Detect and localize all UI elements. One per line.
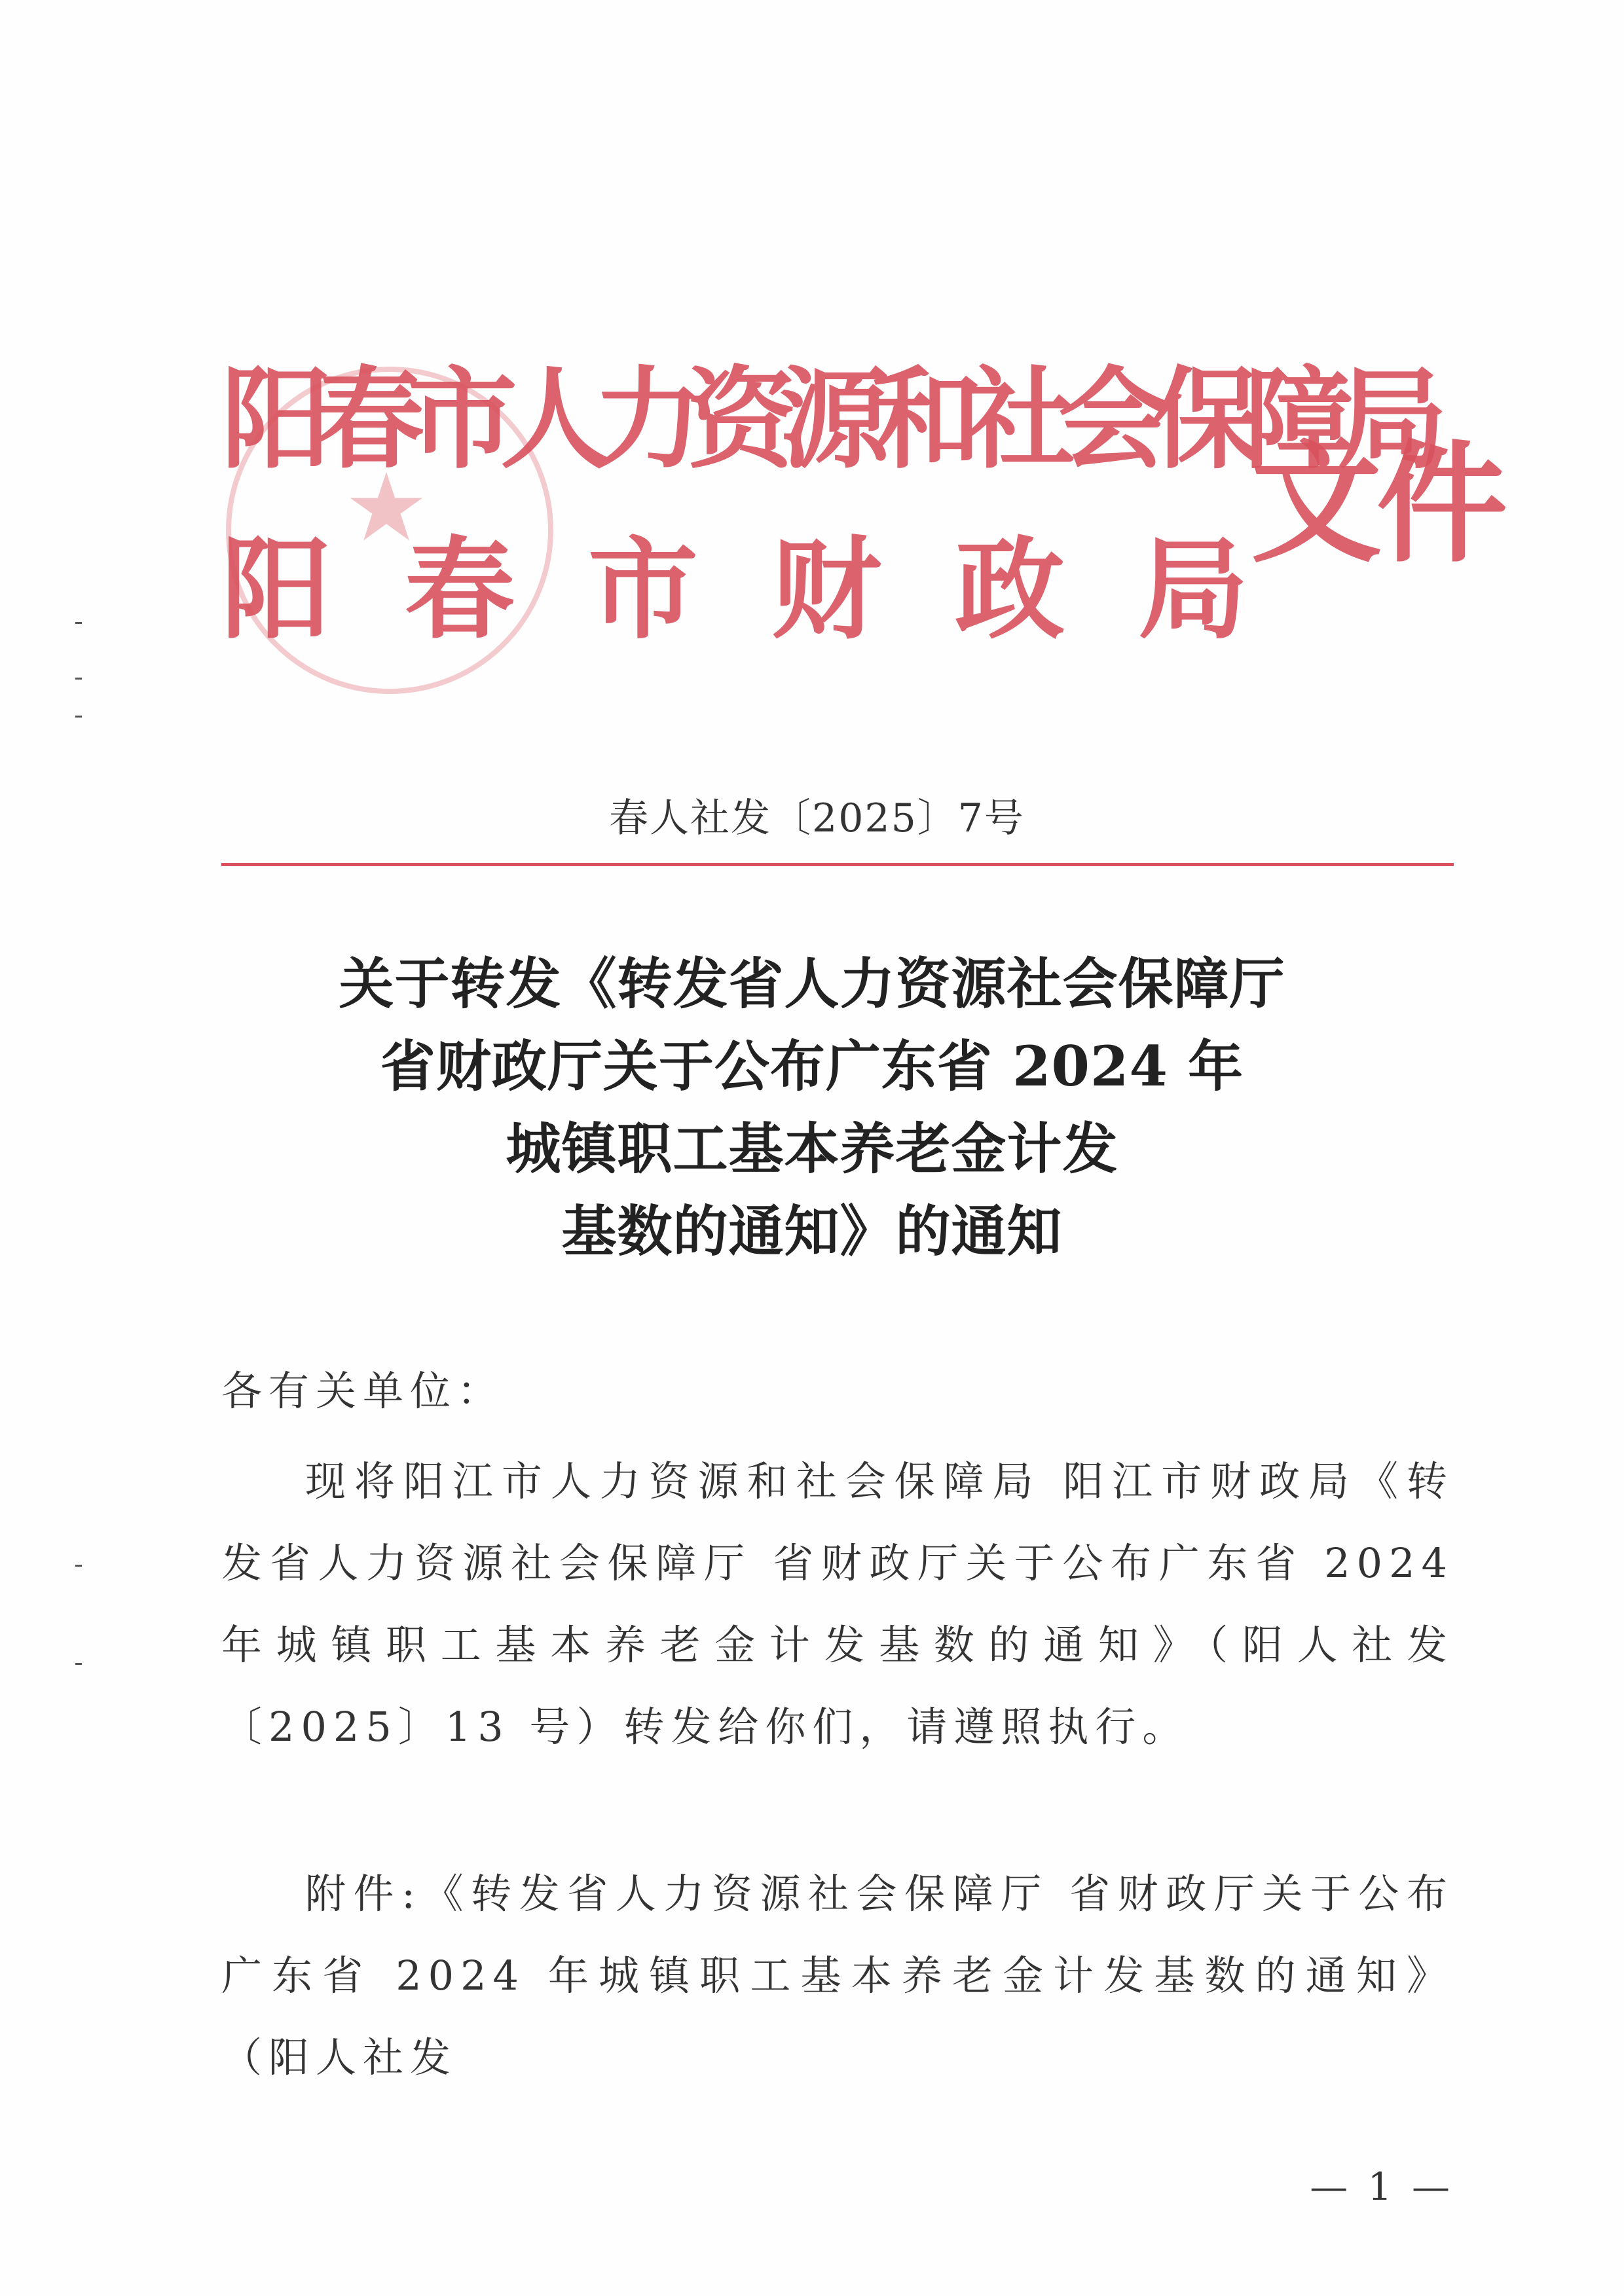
red-divider (221, 863, 1454, 866)
letterhead-suffix: 文件 (1251, 427, 1503, 581)
margin-mark (75, 1663, 82, 1665)
document-number: 春人社发〔2025〕7号 (609, 795, 1025, 841)
attachment-note: 附件:《转发省人力资源社会保障厅 省财政厅关于公布广东省 2024 年城镇职工基本养老金计发基数的通知》（阳人社发 (221, 1870, 1454, 2081)
title-line: 城镇职工基本养老金计发 (506, 1116, 1118, 1181)
title-line: 省财政厅关于公布广东省 2024 年 (380, 1034, 1244, 1099)
margin-mark (75, 1565, 82, 1567)
page-number: — 1 — (1310, 2164, 1454, 2209)
margin-mark (75, 716, 82, 718)
body-paragraph: 现将阳江市人力资源和社会保障局 阳江市财政局《转发省人力资源社会保障厅 省财政厅关于公布广东省 2024 年城镇职工基本养老金计发基数的通知》（阳人社发〔2025〕13 号）转发给你们，请遵照执行。 (221, 1457, 1454, 1751)
margin-mark (75, 678, 82, 680)
title-line: 关于转发《转发省人力资源社会保障厅 (339, 951, 1285, 1016)
margin-mark (75, 622, 82, 624)
document-title (0, 943, 1624, 1273)
title-line: 基数的通知》的通知 (561, 1199, 1063, 1264)
letterhead-issuer-1: 阳春市人力资源和社会保障局 (221, 354, 1430, 484)
letterhead-issuer-2: 阳春市财政局 (221, 524, 1321, 654)
salutation: 各有关单位： (221, 1367, 505, 1415)
